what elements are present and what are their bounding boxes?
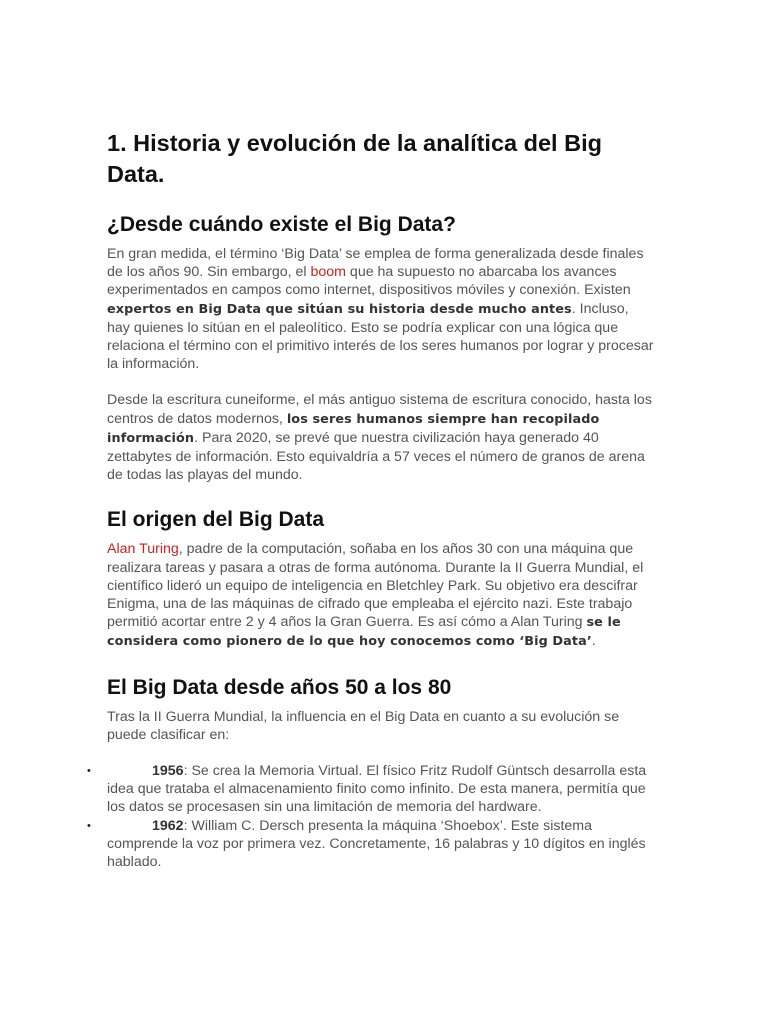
text-run: .: [591, 633, 596, 650]
list-item-text: : Se crea la Memoria Virtual. El físico Fritz Rudolf Güntsch desarrolla esta idea que trataba el almacenamiento finito como infinito. De esta manera, permitía que los datos se procesasen sin una limitación de memoria del hardware.: [107, 763, 647, 816]
paragraph-cuneiform: [107, 391, 655, 484]
text-run: . Para 2020, se prevé que nuestra civilización haya generado 40 zettabytes de información. Esto equivaldría a 57 veces el número de granos de arena de todas las playas del mundo.: [107, 429, 645, 484]
bold-phrase: se le considera como pionero de lo que hoy conocemos como ‘Big Data’: [107, 615, 621, 650]
section-heading-desde-cuando: ¿Desde cuándo existe el Big Data?: [107, 213, 456, 236]
bullet-icon: •: [87, 819, 91, 832]
timeline-list: [87, 762, 655, 871]
section-heading-origen: El origen del Big Data: [107, 508, 325, 532]
list-item: [87, 762, 655, 817]
text-run: . Incluso, hay quienes lo sitúan en el paleolítico. Esto se podría explicar con una lógica que relaciona el término con el primitivo interés de los seres humanos por lograr y procesar la información.: [107, 300, 654, 373]
paragraph-alan-turing: [107, 540, 655, 651]
year-label: 1962: [152, 817, 184, 834]
paragraph-intro-list: Tras la II Guerra Mundial, la influencia en el Big Data en cuanto a su evolución se puede clasificar en:: [107, 708, 620, 743]
bullet-icon: •: [87, 765, 91, 778]
section-heading-50-80: El Big Data desde años 50 a los 80: [107, 675, 452, 699]
paragraph-big-data-origin: [107, 245, 655, 373]
text-run: Desde la escritura cuneiforme, el más antiguo sistema de escritura conocido, hasta los centros de datos modernos,: [107, 392, 652, 427]
year-label: 1956: [152, 763, 184, 780]
text-run: que ha supuesto no abarcaba los avances experimentados en campos como internet, dispositivos móviles y conexión. Existen: [107, 264, 631, 299]
document-title: 1. Historia y evolución de la analítica del Big Data.: [107, 130, 602, 187]
bold-phrase: los seres humanos siempre han recopilado información: [107, 411, 600, 446]
alan-turing-link[interactable]: Alan Turing: [107, 541, 179, 558]
list-item: [87, 817, 655, 872]
boom-link[interactable]: boom: [310, 264, 346, 281]
list-item-text: : William C. Dersch presenta la máquina ‘Shoebox’. Este sistema comprende la voz por primera vez. Concretamente, 16 palabras y 10 dígitos en inglés hablado.: [107, 817, 646, 871]
text-run: , padre de la computación, soñaba en los años 30 con una máquina que realizara tareas y pasara a otras de forma autónoma. Durante la II Guerra Mundial, el científico lideró un equipo de inteligencia en Bletchley Park. Su objetivo era descifrar Enigma, una de las máquinas de cifrado que empleaba el ejército nazi. Este trabajo permitió acortar entre 2 y 4 años la Gran Guerra. Es así cómo a Alan Turing: [107, 541, 644, 631]
text-run: En gran medida, el término ‘Big Data’ se emplea de forma generalizada desde finales de los años 90. Sin embargo, el: [107, 246, 644, 281]
bold-phrase: expertos en Big Data que sitúan su historia desde mucho antes: [107, 301, 572, 317]
document-content: [87, 128, 655, 871]
